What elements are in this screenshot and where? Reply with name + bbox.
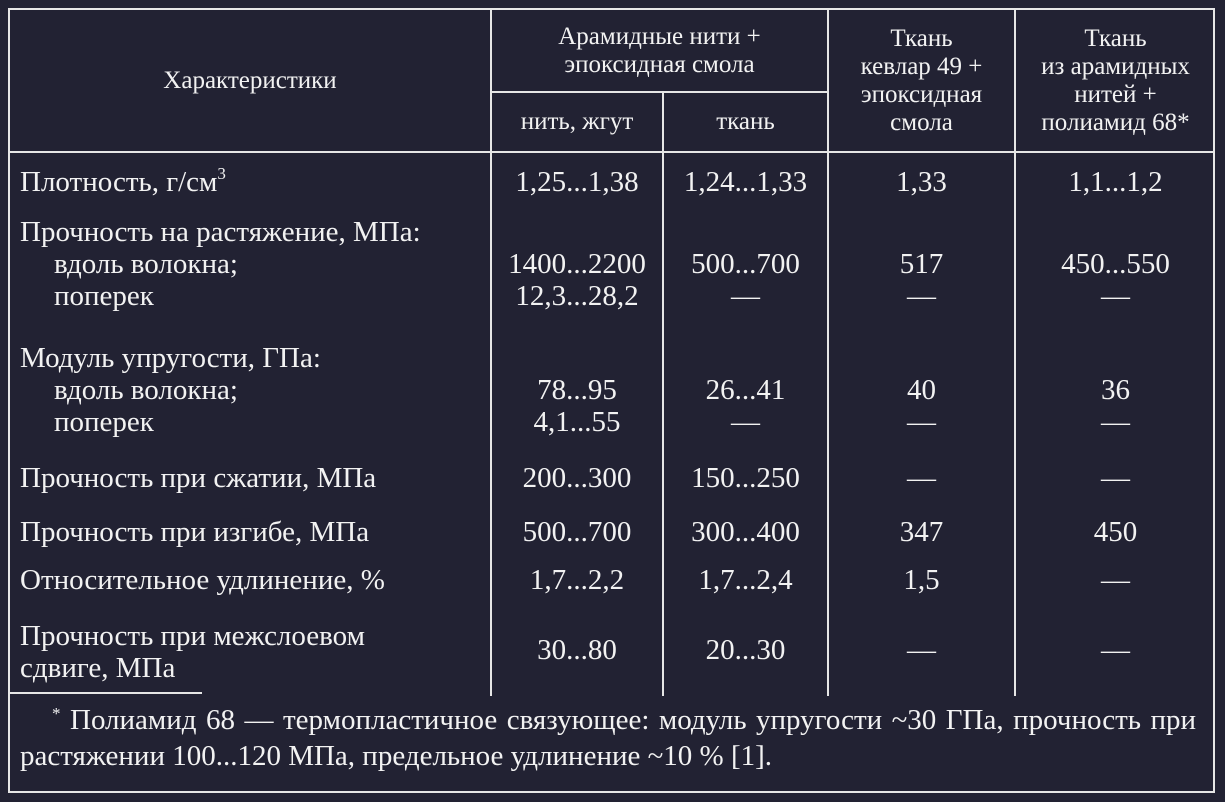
value: 26...41 [705,374,786,406]
header-group-line-2: эпоксидная смола [564,50,755,78]
cell: 300...400 [663,506,828,558]
cell: 347 [828,506,1015,558]
shear-label-line-2: сдвиге, МПа [20,652,176,684]
tensile-along-label: вдоль волокна; [54,248,238,280]
header-col3-line-3: эпоксидная [860,80,983,108]
value: 4,1...55 [533,406,621,438]
row-label-bending: Прочность при изгибе, МПа [20,516,370,548]
cell: 1,7...2,4 [663,558,828,610]
cell [491,206,663,334]
table-row [10,610,1215,696]
header-col4-line-4: полиамид 68* [1041,108,1190,136]
cell: 1,33 [828,152,1015,206]
row-label-tensile [10,206,491,334]
cell [663,206,828,334]
row-label-elongation: Относительное удлинение, % [20,564,385,596]
header-thread-tow: нить, жгут [491,92,663,152]
cell [828,334,1015,454]
density-superscript: 3 [217,164,226,183]
value: — [907,406,937,438]
cell: 1,7...2,2 [491,558,663,610]
cell: 450 [1015,506,1215,558]
value: — [1101,406,1131,438]
cell: 1,24...1,33 [663,152,828,206]
properties-table [10,10,1215,696]
value: — [731,280,760,312]
header-characteristics: Характеристики [10,10,491,152]
cell [1015,206,1215,334]
cell: — [1015,610,1215,696]
cell: — [828,454,1015,506]
header-col3-line-2: кевлар 49 + [860,52,983,80]
value: 517 [899,248,944,280]
modulus-along-label: вдоль волокна; [54,374,238,406]
row-label-shear [10,610,491,696]
cell: — [1015,558,1215,610]
value: 36 [1101,374,1131,406]
cell [828,206,1015,334]
cell: 500...700 [491,506,663,558]
table-row [10,206,1215,334]
header-col4-line-1: Ткань [1084,24,1147,52]
value: 1400...2200 [508,248,646,280]
row-label-modulus [10,334,491,454]
footnote-mark: * [52,704,61,723]
tensile-label: Прочность на растяжение, МПа: [20,216,421,248]
value: 450...550 [1061,248,1170,280]
cell: 20...30 [663,610,828,696]
footnote-text: Полиамид 68 — термопластичное связующее: модуль упругости ~30 ГПа, прочность при растяжении 100...120 МПа, предельное удлинение ~10 % [1]. [20,704,1197,772]
header-col4-line-2: из арамидных [1041,52,1190,80]
tensile-across-label: поперек [54,280,154,312]
value: — [907,280,937,312]
table-row [10,558,1215,610]
value: — [731,406,760,438]
table-row [10,152,1215,206]
table-row [10,454,1215,506]
table-row [10,334,1215,454]
cell: — [828,610,1015,696]
modulus-label: Модуль упругости, ГПа: [20,342,321,374]
header-aramid-polyamide [1015,10,1215,152]
header-group-line-1: Арамидные нити + [558,22,761,50]
value: 78...95 [537,374,617,406]
table-row [10,506,1215,558]
cell: 200...300 [491,454,663,506]
value: 40 [907,374,937,406]
cell [491,334,663,454]
header-col4-line-3: нитей + [1074,80,1157,108]
shear-label-line-1: Прочность при межслоевом [20,620,365,652]
footnote [20,702,1196,774]
value: — [1101,280,1131,312]
value: 12,3...28,2 [515,280,639,312]
cell: 150...250 [663,454,828,506]
header-kevlar-fabric [828,10,1015,152]
row-label-density [10,152,491,206]
cell: 1,25...1,38 [491,152,663,206]
footnote-separator [10,692,202,694]
header-col3-line-1: Ткань [890,24,953,52]
cell [1015,334,1215,454]
cell [663,334,828,454]
row-label-compression: Прочность при сжатии, МПа [20,462,377,494]
header-fabric: ткань [663,92,828,152]
header-col3-line-4: смола [890,108,953,136]
modulus-across-label: поперек [54,406,154,438]
cell: 1,1...1,2 [1015,152,1215,206]
cell: — [1015,454,1215,506]
density-label: Плотность, г/см [20,166,218,198]
cell: 1,5 [828,558,1015,610]
cell: 30...80 [491,610,663,696]
value: 500...700 [691,248,800,280]
header-aramid-epoxy [491,10,828,92]
